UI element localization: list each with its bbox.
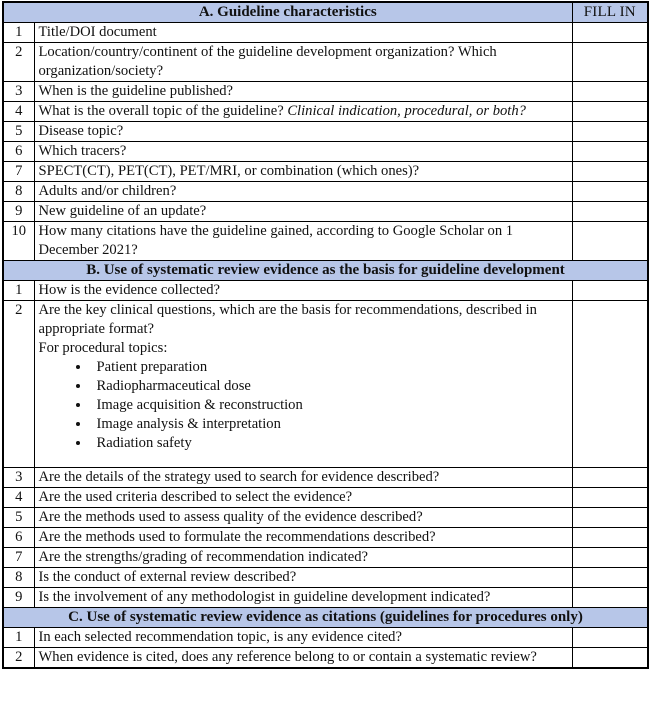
question-text: Are the methods used to assess quality of the evidence described?	[38, 509, 423, 525]
row-number: 1	[3, 281, 34, 301]
bullet-item: • Patient preparation	[91, 358, 568, 377]
table-row	[3, 281, 648, 301]
fill-in-cell[interactable]	[572, 142, 648, 162]
question-cell	[34, 568, 572, 588]
question-text: Location/country/continent of the guideline development organization? Which organization/society?	[38, 44, 497, 79]
question-text: New guideline of an update?	[38, 203, 207, 219]
question-text: Are the details of the strategy used to search for evidence described?	[38, 469, 440, 485]
row-number: 2	[3, 301, 34, 468]
question-text: SPECT(CT), PET(CT), PET/MRI, or combination (which ones)?	[38, 163, 420, 179]
fill-in-cell[interactable]	[572, 43, 648, 82]
fill-in-cell[interactable]	[572, 82, 648, 102]
fill-in-cell[interactable]	[572, 182, 648, 202]
table-row	[3, 301, 648, 468]
table-row	[3, 82, 648, 102]
row-number: 5	[3, 508, 34, 528]
checklist-table	[2, 1, 649, 669]
question-text: Are the strengths/grading of recommendation indicated?	[38, 549, 368, 565]
question-cell	[34, 528, 572, 548]
table-row	[3, 648, 648, 669]
question-text: Which tracers?	[38, 143, 127, 159]
fill-in-cell[interactable]	[572, 528, 648, 548]
table-row	[3, 628, 648, 648]
question-cell	[34, 648, 572, 669]
fill-in-cell[interactable]	[572, 202, 648, 222]
table-row	[3, 568, 648, 588]
row-number: 2	[3, 43, 34, 82]
fill-in-cell[interactable]	[572, 23, 648, 43]
bullet-item: • Radiation safety	[91, 434, 568, 453]
fill-in-cell[interactable]	[572, 628, 648, 648]
table-row	[3, 508, 648, 528]
question-cell	[34, 588, 572, 608]
row-number: 10	[3, 222, 34, 261]
table-row	[3, 182, 648, 202]
table-row	[3, 588, 648, 608]
question-cell	[34, 508, 572, 528]
row-number: 7	[3, 548, 34, 568]
fill-in-cell[interactable]	[572, 162, 648, 182]
question-cell	[34, 162, 572, 182]
section-header-A	[3, 2, 648, 23]
row-number: 7	[3, 162, 34, 182]
fill-in-cell[interactable]	[572, 102, 648, 122]
question-cell	[34, 202, 572, 222]
question-text: In each selected recommendation topic, is any evidence cited?	[38, 629, 402, 645]
question-cell	[34, 281, 572, 301]
question-cell	[34, 548, 572, 568]
section-title: B. Use of systematic review evidence as the basis for guideline development	[3, 261, 648, 281]
fill-in-cell[interactable]	[572, 588, 648, 608]
row-number: 3	[3, 468, 34, 488]
bullet-item: • Image analysis & interpretation	[91, 415, 568, 434]
table-row	[3, 548, 648, 568]
question-cell	[34, 182, 572, 202]
row-number: 3	[3, 82, 34, 102]
question-text: Adults and/or children?	[38, 183, 177, 199]
section-title: A. Guideline characteristics	[3, 2, 572, 23]
row-number: 1	[3, 628, 34, 648]
row-number: 9	[3, 202, 34, 222]
fill-in-cell[interactable]	[572, 222, 648, 261]
table-row	[3, 528, 648, 548]
question-subtext: For procedural topics:	[38, 340, 168, 356]
row-number: 9	[3, 588, 34, 608]
row-number: 8	[3, 182, 34, 202]
question-cell	[34, 122, 572, 142]
section-header-B	[3, 261, 648, 281]
bullet-item: • Radiopharmaceutical dose	[91, 377, 568, 396]
fill-in-cell[interactable]	[572, 648, 648, 669]
question-cell	[34, 222, 572, 261]
question-text: Are the methods used to formulate the recommendations described?	[38, 529, 436, 545]
question-cell	[34, 23, 572, 43]
bullet-item: • Image acquisition & reconstruction	[91, 396, 568, 415]
table-row	[3, 142, 648, 162]
fill-in-cell[interactable]	[572, 281, 648, 301]
table-row	[3, 488, 648, 508]
bullet-list	[39, 358, 568, 453]
question-text: Disease topic?	[38, 123, 124, 139]
fill-in-header: FILL IN	[572, 2, 648, 23]
table-row	[3, 162, 648, 182]
question-cell	[34, 82, 572, 102]
table-row	[3, 222, 648, 261]
row-number: 4	[3, 488, 34, 508]
question-text: Is the involvement of any methodologist in guideline development indicated?	[38, 589, 491, 605]
question-cell	[34, 43, 572, 82]
row-number: 2	[3, 648, 34, 669]
question-text: What is the overall topic of the guideline?	[38, 103, 288, 119]
row-number: 8	[3, 568, 34, 588]
table-row	[3, 23, 648, 43]
question-cell	[34, 468, 572, 488]
question-text: Is the conduct of external review described?	[38, 569, 297, 585]
question-text: When is the guideline published?	[38, 83, 234, 99]
question-text: Title/DOI document	[38, 24, 157, 40]
fill-in-cell[interactable]	[572, 122, 648, 142]
fill-in-cell[interactable]	[572, 488, 648, 508]
question-cell	[34, 142, 572, 162]
question-text: Are the used criteria described to select the evidence?	[38, 489, 353, 505]
fill-in-cell[interactable]	[572, 301, 648, 468]
fill-in-cell[interactable]	[572, 568, 648, 588]
question-cell	[34, 488, 572, 508]
table-row	[3, 202, 648, 222]
row-number: 6	[3, 528, 34, 548]
fill-in-cell[interactable]	[572, 508, 648, 528]
fill-in-cell[interactable]	[572, 468, 648, 488]
table-row	[3, 43, 648, 82]
section-header-C	[3, 608, 648, 628]
question-cell	[34, 102, 572, 122]
row-number: 5	[3, 122, 34, 142]
question-text-italic: Clinical indication, procedural, or both?	[287, 103, 526, 119]
row-number: 1	[3, 23, 34, 43]
section-title: C. Use of systematic review evidence as citations (guidelines for procedures only)	[3, 608, 648, 628]
row-number: 4	[3, 102, 34, 122]
row-number: 6	[3, 142, 34, 162]
question-text: How is the evidence collected?	[38, 282, 221, 298]
question-text: When evidence is cited, does any reference belong to or contain a systematic review?	[38, 649, 537, 665]
checklist-body	[3, 2, 648, 668]
question-cell	[34, 628, 572, 648]
table-row	[3, 122, 648, 142]
question-cell	[34, 301, 572, 468]
table-row	[3, 102, 648, 122]
table-row	[3, 468, 648, 488]
fill-in-cell[interactable]	[572, 548, 648, 568]
question-text: Are the key clinical questions, which are the basis for recommendations, described in appropriate format?	[38, 302, 537, 337]
question-text: How many citations have the guideline gained, according to Google Scholar on 1 December 2021?	[38, 223, 514, 258]
